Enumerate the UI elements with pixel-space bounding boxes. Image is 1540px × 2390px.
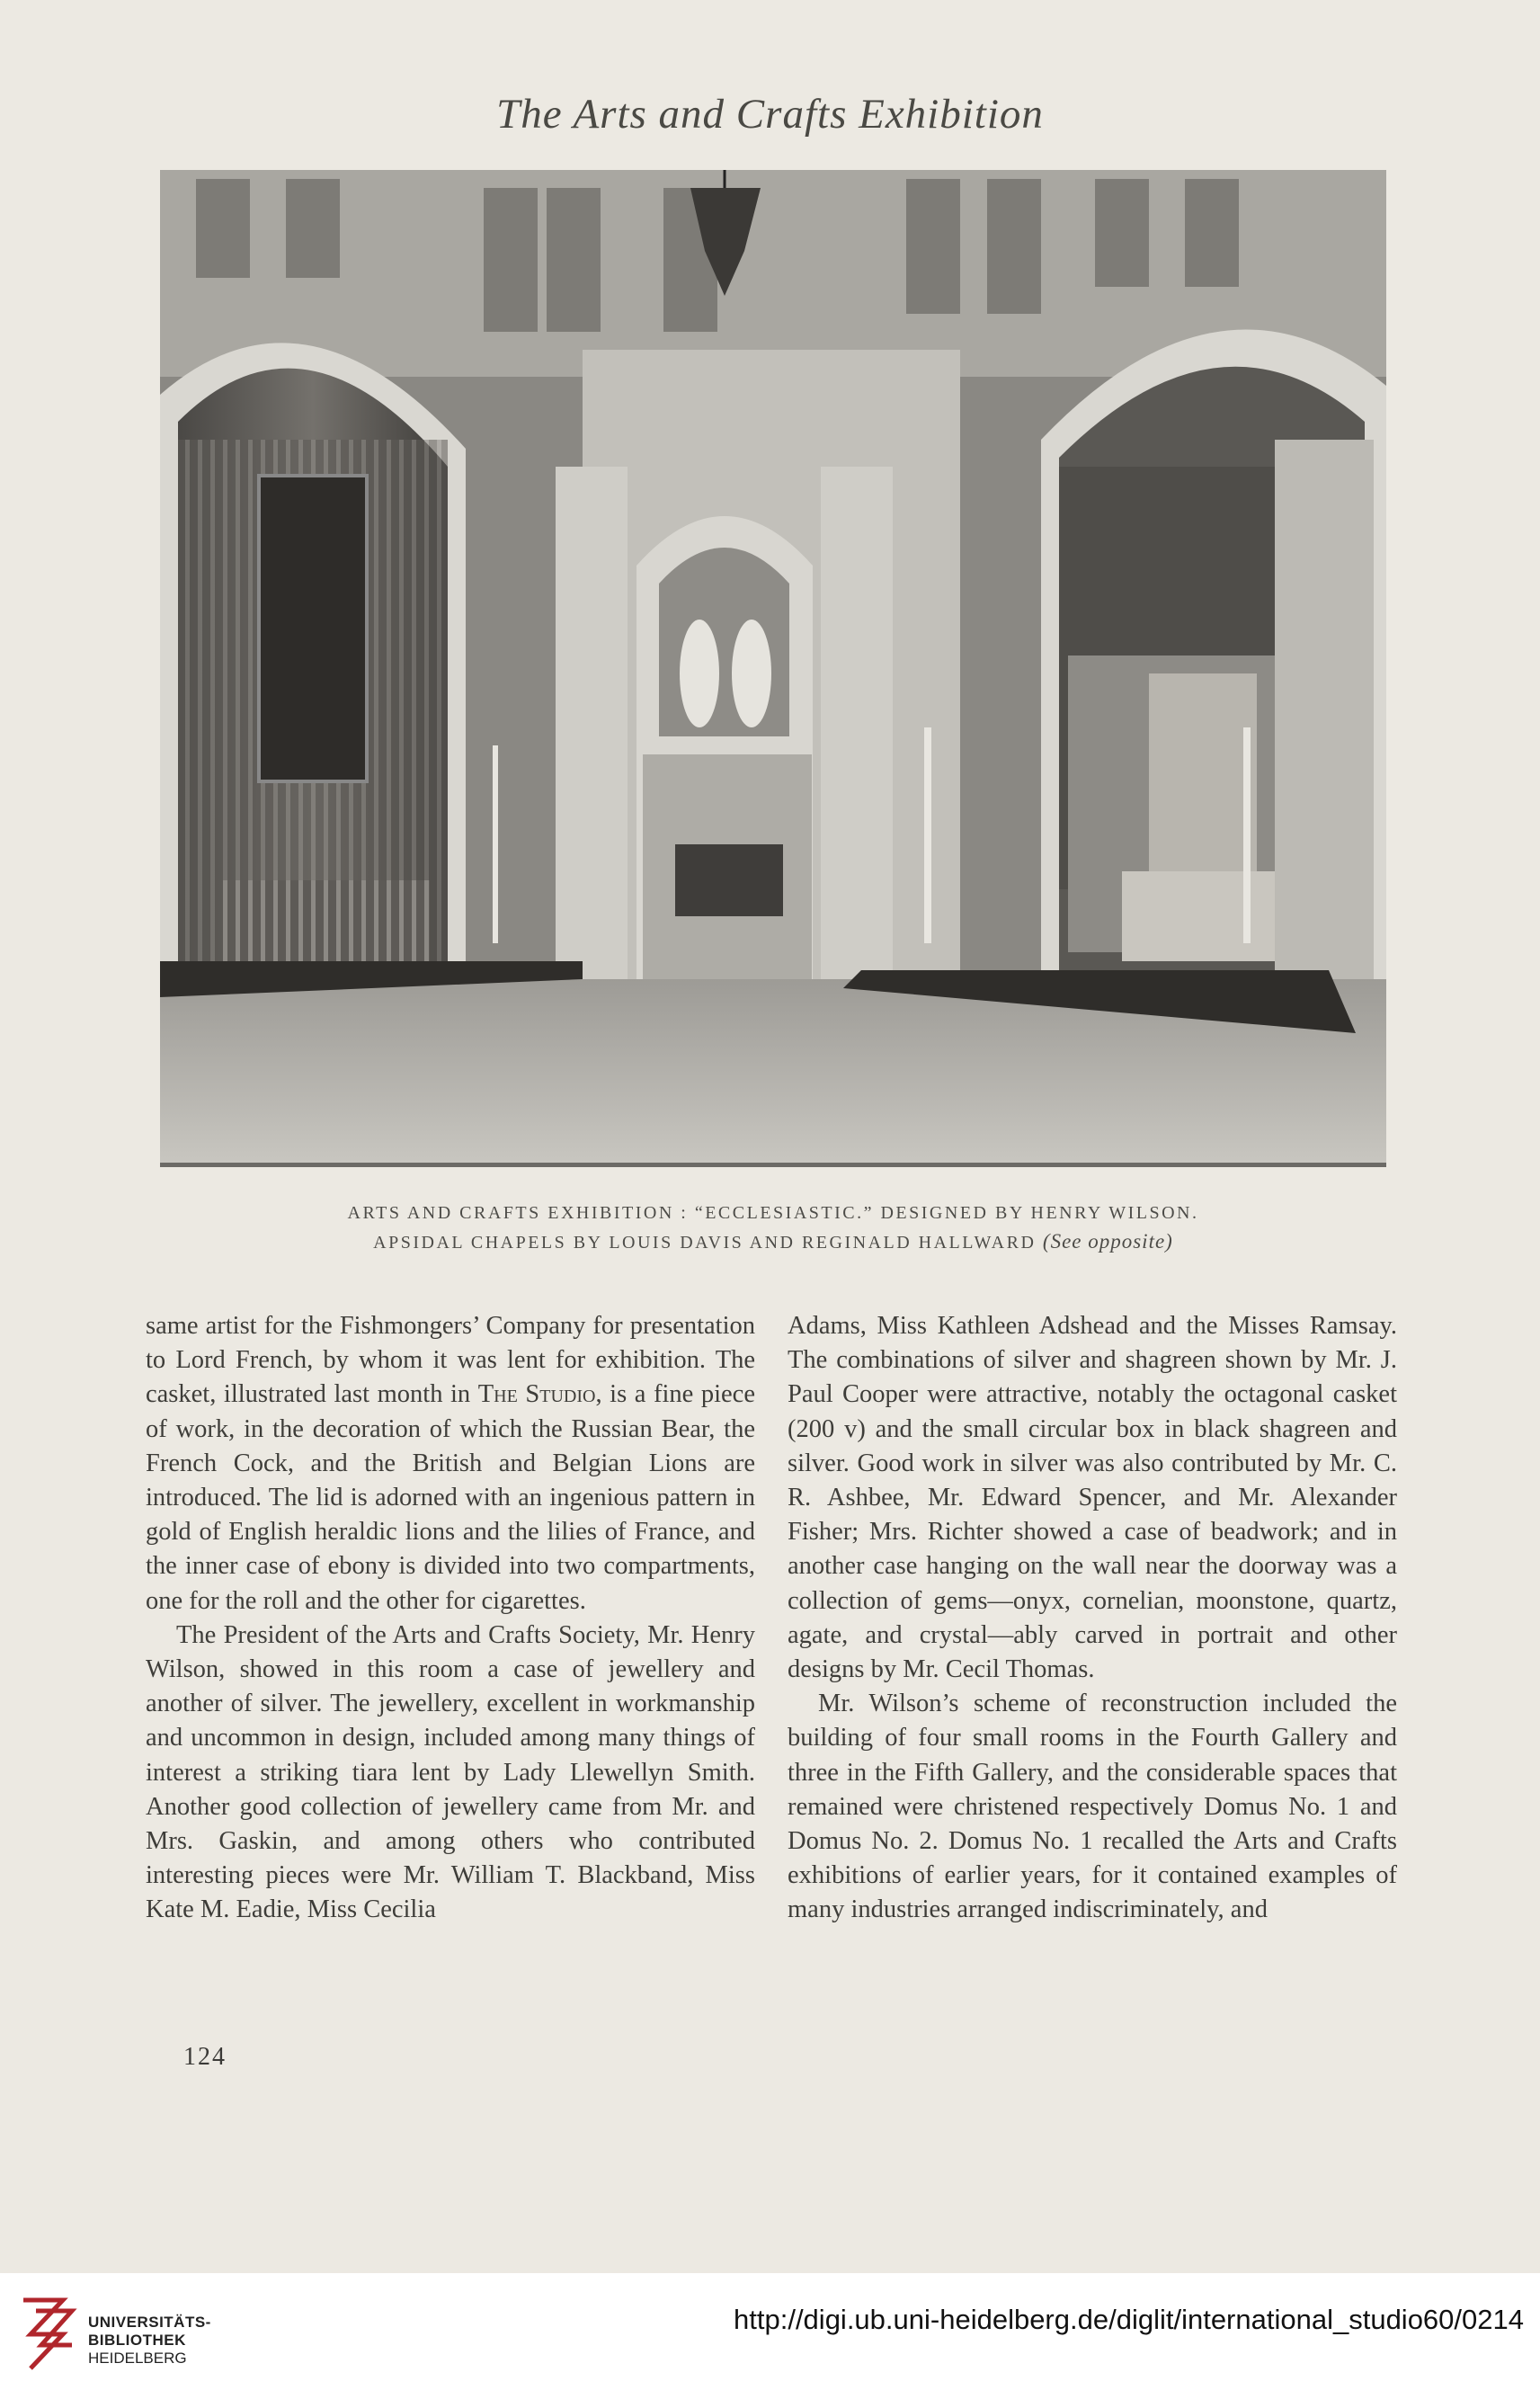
paragraph: Mr. Wilson’s scheme of reconstruction included the building of four small rooms in the Fourth Gallery and three in the Fifth Gallery, and the considerable spaces that remained were christened respectively Domus No. 1 and Domus No. 2. Domus No. 1 recalled the Arts and Crafts exhibitions of earlier years, for it contained examples of many industries arranged indiscriminately, and bbox=[788, 1690, 1397, 1924]
text-column-left bbox=[146, 1309, 755, 1928]
library-name-line: BIBLIOTHEK bbox=[88, 2332, 186, 2349]
digitization-footer bbox=[0, 2273, 1540, 2390]
paragraph: Adams, Miss Kathleen Adshead and the Misses Ramsay. The combinations of silver and shagreen shown by Mr. J. Paul Cooper were attractive, notably the octagonal casket (200 v) and the small circular box in black shagreen and silver. Good work in silver was also contributed by Mr. C. R. Ashbee, Mr. Edward Spencer, and Mr. Alexander Fisher; Mrs. Richter showed a case of beadwork; and in another case hanging on the wall near the doorway was a collection of gems—onyx, cornelian, moonstone, quartz, agate, and crystal—ably carved in portrait and other designs by Mr. Cecil Thomas. bbox=[788, 1312, 1397, 1684]
running-title: The Arts and Crafts Exhibition bbox=[496, 91, 1044, 138]
source-url-link[interactable]: http://digi.ub.uni-heidelberg.de/diglit/international_studio60/0214 bbox=[734, 2304, 1524, 2335]
journal-title: The Studio bbox=[477, 1380, 596, 1409]
library-name bbox=[88, 2314, 211, 2368]
plate-caption-credit: APSIDAL CHAPELS BY LOUIS DAVIS AND REGINALD HALLWARD bbox=[373, 1233, 1037, 1253]
paragraph: The President of the Arts and Crafts Society, Mr. Henry Wilson, showed in this room a case of jewellery and another of silver. The jewellery, excellent in workmanship and uncommon in design, included among many things of interest a striking tiara lent by Lady Llewellyn Smith. Another good collection of jewellery came from Mr. and Mrs. Gaskin, and among others who contributed interesting pieces were Mr. William T. Blackband, Miss Kate M. Eadie, Miss Cecilia bbox=[146, 1620, 755, 1924]
library-name-line: UNIVERSITÄTS- bbox=[88, 2314, 211, 2331]
exhibition-photograph bbox=[160, 170, 1386, 1167]
text-column-right bbox=[788, 1309, 1397, 1928]
library-logo-icon bbox=[18, 2293, 77, 2379]
plate-caption-line1: ARTS AND CRAFTS EXHIBITION : “ECCLESIASTIC.” DESIGNED BY HENRY WILSON. bbox=[347, 1203, 1199, 1223]
plate-caption-note: (See opposite) bbox=[1042, 1230, 1173, 1253]
text-run: , is a fine piece of work, in the decoration of which the Russian Bear, the French Cock, and the British and Belgian Lions are introduced. The lid is adorned with an ingenious pattern in gold of English heraldic lions and the lilies of France, and the inner case of ebony is divided into two compartments, one for the roll and the other for cigarettes. bbox=[146, 1380, 755, 1615]
library-name-line: HEIDELBERG bbox=[88, 2350, 187, 2367]
text-run: same artist for the Fishmongers’ Company for presentation to Lord French, by whom it was lent for exhibition. The casket, illustrated last month in bbox=[146, 1312, 755, 1409]
page-number: 124 bbox=[183, 2043, 227, 2071]
paragraph bbox=[146, 1309, 755, 1619]
plate-caption-line2 bbox=[160, 1230, 1386, 1253]
